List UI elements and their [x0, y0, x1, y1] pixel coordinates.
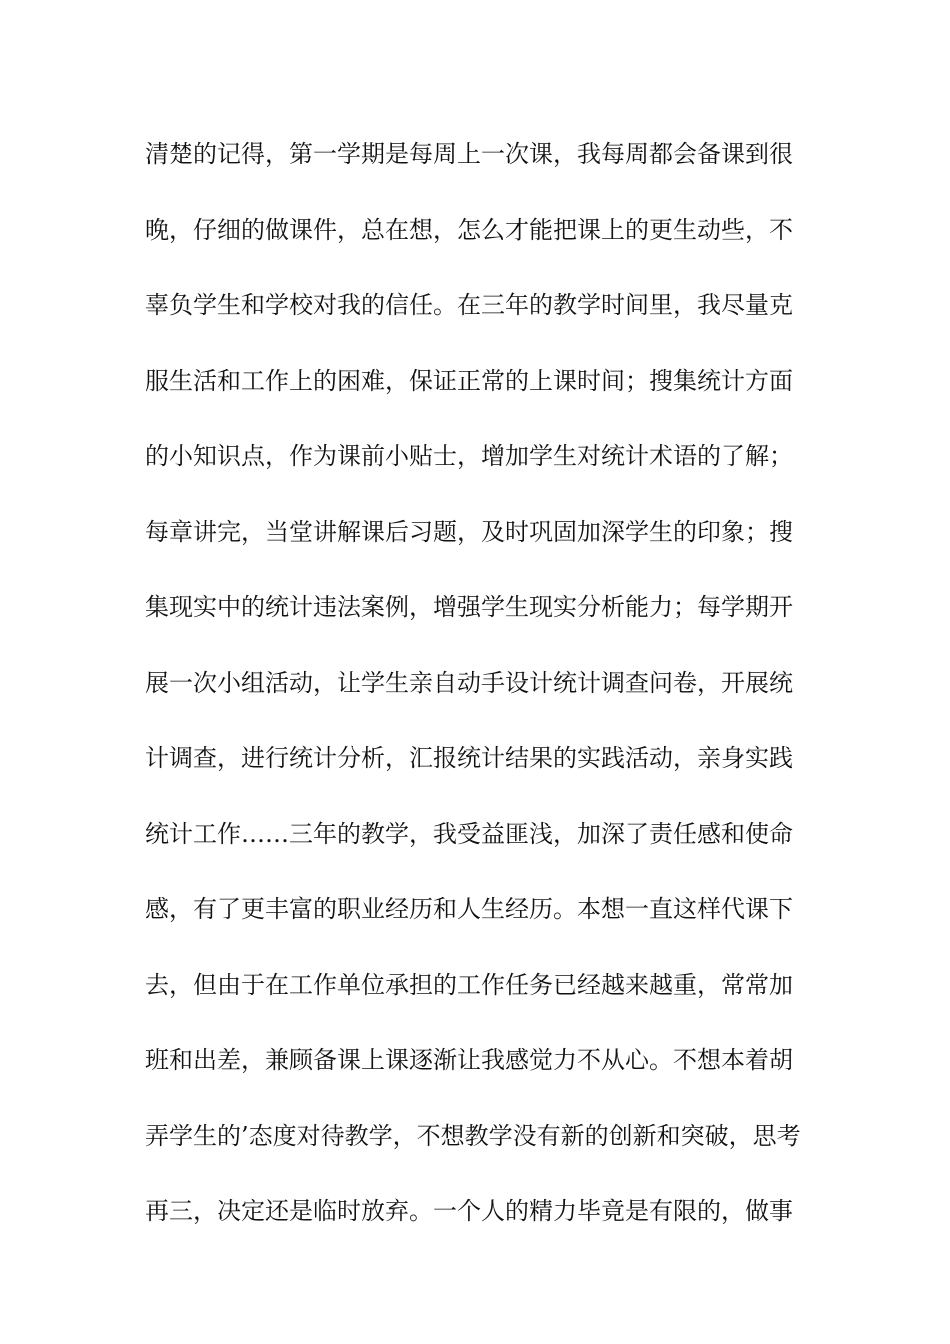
- text-line: 班和出差，兼顾备课上课逐渐让我感觉力不从心。不想本着胡: [145, 1046, 793, 1074]
- text-line: 集现实中的统计违法案例，增强学生现实分析能力；每学期开: [145, 593, 793, 621]
- text-line: 清楚的记得，第一学期是每周上一次课，我每周都会备课到很: [145, 140, 793, 168]
- text-line: 统计工作……三年的教学，我受益匪浅，加深了责任感和使命: [145, 819, 793, 848]
- text-line: 辜负学生和学校对我的信任。在三年的教学时间里，我尽量克: [145, 291, 793, 319]
- text-line: 弄学生的’态度对待教学，不想教学没有新的创新和突破，思考: [145, 1121, 801, 1150]
- text-line: 再三，决定还是临时放弃。一个人的精力毕竟是有限的，做事: [145, 1197, 793, 1225]
- text-line: 每章讲完，当堂讲解课后习题，及时巩固加深学生的印象；搜: [145, 517, 793, 546]
- text-line: 展一次小组活动，让学生亲自动手设计统计调查问卷，开展统: [145, 668, 793, 697]
- text-line: 去，但由于在工作单位承担的工作任务已经越来越重，常常加: [145, 970, 793, 999]
- text-line: 感，有了更丰富的职业经历和人生经历。本想一直这样代课下: [145, 895, 793, 923]
- text-line: 晚，仔细的做课件，总在想，怎么才能把课上的更生动些，不: [145, 215, 793, 244]
- text-line: 计调查，进行统计分析，汇报统计结果的实践活动，亲身实践: [145, 744, 793, 772]
- text-line: 的小知识点，作为课前小贴士，增加学生对统计术语的了解；: [145, 442, 793, 470]
- text-line: 服生活和工作上的困难，保证正常的上课时间；搜集统计方面: [145, 366, 793, 395]
- body-text: [145, 134, 805, 1267]
